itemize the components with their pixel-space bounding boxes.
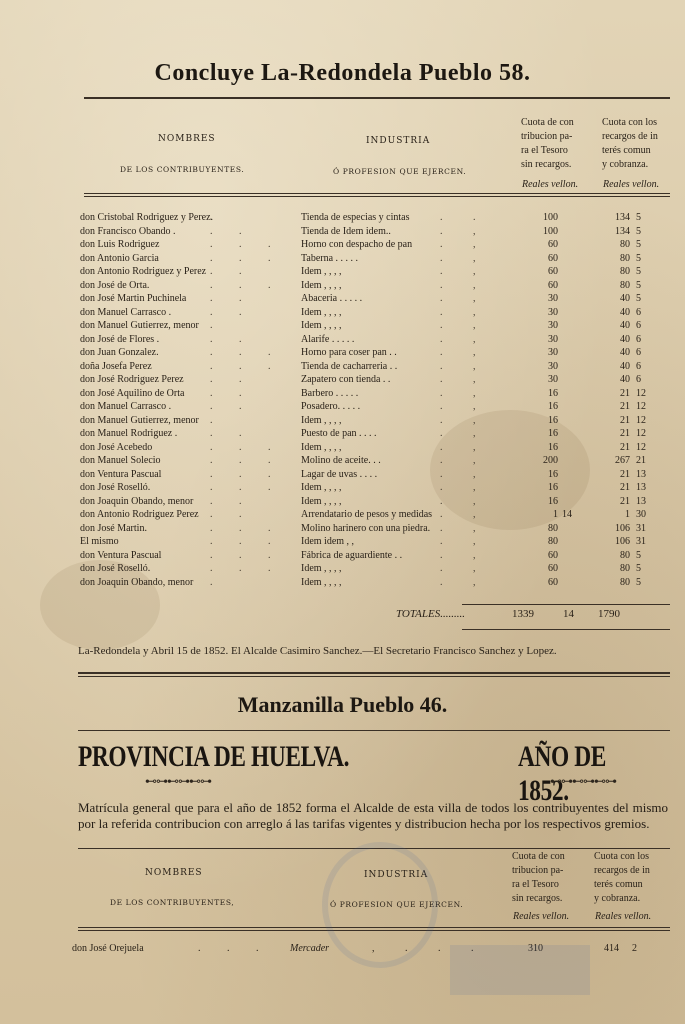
cuota-recargos: 134	[615, 212, 630, 223]
contributor-name: don Manuel Solecio	[80, 455, 161, 466]
cuota-recargos: 80	[620, 266, 630, 277]
table-row	[80, 361, 670, 375]
contributor-name: don José Roselló.	[80, 482, 151, 493]
industry: Horno para coser pan . .	[301, 347, 397, 358]
cuota-tesoro-fraction: 14	[562, 509, 572, 520]
contributor-name: don José Roselló.	[80, 563, 151, 574]
cuota-tesoro: 30	[548, 374, 558, 385]
industry: Tienda de Idem idem..	[301, 225, 391, 237]
cuota-tesoro: 80	[548, 522, 558, 534]
cuota-tesoro: 80	[548, 536, 558, 547]
cuota-recargos-fraction: 5	[636, 279, 641, 291]
leader-dots: . .	[210, 428, 254, 439]
leader-dots: .	[210, 576, 225, 588]
leader-dots: . . .	[210, 468, 283, 480]
matricula-paragraph: Matrícula general que para el año de 1852 forma el Alcalde de esta villa de todos los contribuyentes del mismo por la referida contribucion con arreglo á las tarifas vigentes y distribucion hecha por los respectivos gremios.	[78, 800, 668, 831]
leader-dots: . . .	[210, 482, 283, 493]
table-row	[80, 280, 670, 294]
leader-dots: . ,	[440, 495, 490, 507]
leader-dots: . . .	[210, 441, 283, 453]
industry: Mercader	[290, 943, 330, 954]
table-row	[80, 239, 670, 253]
leader-dots: . . .	[210, 239, 283, 250]
contributor-name: don Luis Rodriguez	[80, 239, 160, 250]
header-cuota-recargos-line: terés comun	[602, 145, 651, 156]
cuota-recargos: 40	[620, 320, 630, 331]
cuota-recargos-fraction: 6	[636, 320, 641, 331]
contributor-name: don Manuel Gutierrez, menor	[80, 414, 199, 426]
cuota-recargos: 40	[620, 360, 630, 372]
leader-dots: . ,	[440, 468, 490, 480]
industry: Idem , , , ,	[301, 320, 342, 331]
leader-dots: . . .	[210, 455, 283, 466]
industry: Tienda de cacharreria . .	[301, 360, 398, 372]
contributor-name: don Ventura Pascual	[80, 468, 162, 480]
contributor-name: don José Orejuela	[72, 943, 144, 954]
cuota-recargos-fraction: 13	[636, 468, 646, 480]
leader-dots: . ,	[440, 401, 490, 412]
totals-rule	[462, 629, 670, 630]
industry: Idem , , , ,	[301, 576, 342, 588]
contributor-name: don Ventura Pascual	[80, 549, 162, 561]
leader-dots: . ,	[440, 536, 490, 547]
leader-dots: . ,	[440, 360, 490, 372]
contributor-name: don Juan Gonzalez.	[80, 347, 159, 358]
table-row	[80, 212, 670, 226]
cuota-tesoro: 100	[543, 212, 558, 223]
cuota-recargos-fraction: 31	[636, 536, 646, 547]
leader-dots: . .	[210, 266, 254, 277]
cuota-recargos-fraction: 12	[636, 428, 646, 439]
table-row	[80, 536, 670, 550]
header-rule	[84, 196, 670, 197]
cuota-recargos-fraction: 5	[636, 252, 641, 264]
title-rule	[84, 97, 670, 99]
cuota-tesoro: 16	[548, 428, 558, 439]
cuota-tesoro: 60	[548, 576, 558, 588]
leader-dots: . .	[210, 225, 254, 237]
cuota-recargos: 21	[620, 387, 630, 399]
industry: Idem , , , ,	[301, 266, 342, 277]
leader-dots: .	[210, 320, 225, 331]
cuota-tesoro: 16	[548, 495, 558, 507]
cuota-tesoro: 16	[548, 401, 558, 412]
header-cuota-tesoro-line: ra el Tesoro	[512, 879, 559, 890]
header-cuota-recargos-line: Cuota con los	[602, 117, 657, 128]
section-title-rule	[78, 730, 670, 731]
header-industria-sub: Ó PROFESION QUE EJERCEN.	[333, 167, 467, 176]
header-cuota-recargos-line: terés comun	[594, 879, 643, 890]
ornament-icon: ⊷⊶⊷⊶⊷⊶	[145, 774, 211, 788]
cuota-tesoro: 60	[548, 239, 558, 250]
header-cuota-recargos-line: Cuota con los	[594, 851, 649, 862]
contributor-name: don José Martin.	[80, 522, 147, 534]
leader-dots: . .	[440, 212, 490, 223]
header-reales-2: Reales vellon.	[595, 911, 652, 922]
industry: Idem , , , ,	[301, 482, 342, 493]
industry: Idem idem , ,	[301, 536, 355, 547]
cuota-recargos-fraction: 31	[636, 522, 646, 534]
contributor-name: don José de Flores .	[80, 333, 160, 345]
cuota-recargos-fraction: 5	[636, 549, 641, 561]
cuota-recargos: 21	[620, 441, 630, 453]
contributor-name: don Joaquin Obando, menor	[80, 576, 194, 588]
header-cuota-recargos-line: recargos de in	[594, 865, 650, 876]
cuota-recargos-fraction: 5	[636, 225, 641, 237]
contributor-name: don Joaquin Obando, menor	[80, 495, 194, 507]
leader-dots: . ,	[440, 549, 490, 561]
cuota-recargos-fraction: 6	[636, 374, 641, 385]
contributor-name: don Manuel Carrasco .	[80, 306, 172, 318]
cuota-recargos-fraction: 6	[636, 347, 641, 358]
contributor-name: don Cristobal Rodriguez y Perez.	[80, 212, 214, 223]
leader-dots: . ,	[440, 482, 490, 493]
header-cuota-tesoro-line: sin recargos.	[521, 159, 572, 170]
header-cuota-tesoro	[521, 116, 599, 172]
header-rule	[84, 193, 670, 194]
header-nombres: NOMBRES	[158, 134, 216, 144]
signature-line: La-Redondela y Abril 15 de 1852. El Alcalde Casimiro Sanchez.—El Secretario Francisco Sanchez y Lopez.	[78, 645, 557, 657]
header-industria: INDUSTRIA	[366, 136, 431, 146]
industry: Idem , , , ,	[301, 563, 342, 574]
cuota-recargos: 21	[620, 428, 630, 439]
cuota-tesoro: 100	[543, 225, 558, 237]
contributor-name: don Manuel Carrasco .	[80, 401, 172, 412]
leader-dots: . . .	[210, 347, 283, 358]
industry: Posadero. . . . .	[301, 401, 361, 412]
industry: Taberna . . . . .	[301, 252, 359, 264]
total-recargos: 1790	[598, 608, 620, 620]
header-cuota-recargos-line: y cobranza.	[594, 893, 641, 904]
leader-dots: . .	[210, 333, 254, 345]
header-nombres: NOMBRES	[145, 868, 203, 878]
cuota-recargos: 80	[620, 279, 630, 291]
cuota-tesoro: 60	[548, 279, 558, 291]
leader-dots: . .	[210, 306, 254, 318]
cuota-recargos: 21	[620, 495, 630, 507]
cuota-recargos: 267	[615, 455, 630, 466]
cuota-tesoro: 1	[553, 509, 558, 520]
totals-label: TOTALES.........	[396, 608, 465, 620]
cuota-recargos-fraction: 6	[636, 360, 641, 372]
contributors-table	[80, 212, 670, 590]
cuota-tesoro: 30	[548, 306, 558, 318]
leader-dots: . ,	[440, 252, 490, 264]
leader-dots: . . .	[210, 549, 283, 561]
cuota-tesoro: 16	[548, 387, 558, 399]
table-row	[80, 388, 670, 402]
leader-dots: . . .	[210, 563, 283, 574]
leader-dots: . .	[210, 293, 254, 304]
industry: Lagar de uvas . . . .	[301, 468, 378, 480]
cuota-recargos-fraction: 12	[636, 441, 646, 453]
cuota-recargos-fraction: 5	[636, 293, 641, 304]
leader-dots: . ,	[440, 441, 490, 453]
cuota-recargos-fraction: 13	[636, 495, 646, 507]
cuota-recargos: 21	[620, 482, 630, 493]
leader-dots: . ,	[440, 347, 490, 358]
header-rule	[78, 927, 670, 928]
cuota-recargos: 40	[620, 374, 630, 385]
header-cuota-tesoro-line: Cuota de con	[512, 851, 565, 862]
contributor-name: don Manuel Gutierrez, menor	[80, 320, 199, 331]
table-row	[80, 401, 670, 415]
cuota-tesoro: 200	[543, 455, 558, 466]
industry: Abaceria . . . . .	[301, 293, 363, 304]
header-nombres-sub: DE LOS CONTRIBUYENTES.	[120, 165, 245, 174]
table-row	[80, 320, 670, 334]
cuota-recargos: 40	[620, 306, 630, 318]
industry: Molino harinero con una piedra.	[301, 522, 431, 534]
contributor-name: doña Josefa Perez	[80, 360, 152, 372]
cuota-recargos: 1	[625, 509, 630, 520]
header-rule	[78, 930, 670, 931]
table-row	[80, 253, 670, 267]
contributor-name: don José Rodriguez Perez	[80, 374, 184, 385]
header-industria-sub: Ó PROFESION QUE EJERCEN.	[330, 900, 464, 909]
table-row	[80, 469, 670, 483]
leader-dots: . ,	[440, 279, 490, 291]
cuota-recargos: 40	[620, 293, 630, 304]
cuota-recargos-fraction: 5	[636, 576, 641, 588]
header-cuota-tesoro	[512, 850, 592, 906]
cuota-recargos: 80	[620, 563, 630, 574]
header-cuota-recargos	[594, 850, 672, 906]
cuota-recargos: 106	[615, 536, 630, 547]
cuota-recargos-fraction: 12	[636, 414, 646, 426]
leader-dots: . ,	[440, 239, 490, 250]
cuota-recargos-fraction: 5	[636, 563, 641, 574]
industry: Idem , , , ,	[301, 441, 342, 453]
header-cuota-tesoro-line: tribucion pa-	[521, 131, 573, 142]
contributor-name: don Francisco Obando .	[80, 225, 176, 237]
cuota-recargos: 21	[620, 414, 630, 426]
cuota-recargos-fraction: 5	[636, 266, 641, 277]
cuota-tesoro: 60	[548, 252, 558, 264]
header-reales-1: Reales vellon.	[522, 179, 579, 190]
table-row	[80, 428, 670, 442]
leader-dots: . .	[210, 509, 254, 520]
cuota-tesoro: 30	[548, 360, 558, 372]
leader-dots: . ,	[440, 428, 490, 439]
header-cuota-tesoro-line: sin recargos.	[512, 893, 563, 904]
header-industria: INDUSTRIA	[364, 870, 429, 880]
header-cuota-tesoro-line: ra el Tesoro	[521, 145, 568, 156]
leader-dots: . ,	[440, 320, 490, 331]
industry: Idem , , , ,	[301, 306, 342, 318]
leader-dots: . . .	[210, 279, 283, 291]
cuota-tesoro: 16	[548, 414, 558, 426]
cuota-tesoro: 310	[528, 943, 543, 954]
table-row	[80, 509, 670, 523]
totals-rule	[462, 604, 670, 605]
header-nombres-sub: DE LOS CONTRIBUYENTES,	[110, 898, 235, 907]
cuota-recargos-fraction: 5	[636, 239, 641, 250]
section-rule	[78, 676, 670, 677]
header-cuota-tesoro-line: Cuota de con	[521, 117, 574, 128]
total-tesoro-fraction: 14	[563, 608, 574, 620]
industry: Idem , , , ,	[301, 414, 342, 426]
table-row	[80, 334, 670, 348]
cuota-tesoro: 16	[548, 441, 558, 453]
table-row	[80, 482, 670, 496]
cuota-recargos: 21	[620, 401, 630, 412]
cuota-tesoro: 16	[548, 468, 558, 480]
header-reales-1: Reales vellon.	[513, 911, 570, 922]
contributor-name: don José Acebedo	[80, 441, 153, 453]
leader-dots: . ,	[440, 576, 490, 588]
leader-dots: . . .	[210, 522, 283, 534]
leader-dots: . . .	[210, 360, 283, 372]
ornament-icon: ⊷⊶⊷⊶⊷⊶	[550, 774, 616, 788]
cuota-recargos-fraction: 13	[636, 482, 646, 493]
cuota-tesoro: 60	[548, 549, 558, 561]
table-row	[80, 266, 670, 280]
industry: Horno con despacho de pan	[301, 239, 413, 250]
header-cuota-recargos	[602, 116, 674, 172]
leader-dots: . . .	[210, 536, 283, 547]
contributor-name: don José de Orta.	[80, 279, 150, 291]
leader-dots: . .	[210, 495, 254, 507]
leader-dots: . . .	[198, 943, 271, 954]
table-row	[80, 226, 670, 240]
cuota-tesoro: 30	[548, 320, 558, 331]
contributor-name: don José Aquilino de Orta	[80, 387, 185, 399]
leader-dots: . .	[210, 374, 254, 385]
cuota-tesoro: 60	[548, 563, 558, 574]
cuota-tesoro: 16	[548, 482, 558, 493]
contributor-name: don Antonio Rodriguez Perez	[80, 509, 199, 520]
leader-dots: . .	[210, 387, 254, 399]
section-rule	[78, 672, 670, 674]
industry: Barbero . . . . .	[301, 387, 359, 399]
cuota-recargos-fraction: 12	[636, 387, 646, 399]
header-cuota-recargos-line: y cobranza.	[602, 159, 649, 170]
leader-dots: , . . .	[372, 943, 488, 954]
cuota-recargos-fraction: 21	[636, 455, 646, 466]
industry: Puesto de pan . . . .	[301, 428, 377, 439]
cuota-recargos: 40	[620, 347, 630, 358]
cuota-recargos-fraction: 6	[636, 306, 641, 318]
leader-dots: . ,	[440, 266, 490, 277]
industry: Fábrica de aguardiente . .	[301, 549, 403, 561]
contributor-name: don Antonio Garcia	[80, 252, 159, 264]
cuota-recargos: 134	[615, 225, 630, 237]
cuota-recargos: 21	[620, 468, 630, 480]
industry: Zapatero con tienda . .	[301, 374, 391, 385]
leader-dots: . . .	[210, 252, 283, 264]
cuota-tesoro: 30	[548, 333, 558, 345]
header-rule	[78, 848, 670, 849]
leader-dots: . ,	[440, 306, 490, 318]
table-row	[80, 455, 670, 469]
cuota-recargos-fraction: 6	[636, 333, 641, 345]
contributor-name: don Antonio Rodriguez y Perez	[80, 266, 207, 277]
page-title: Concluye La-Redondela Pueblo 58.	[154, 60, 531, 86]
leader-dots: . ,	[440, 374, 490, 385]
leader-dots: . .	[210, 401, 254, 412]
cuota-recargos: 40	[620, 333, 630, 345]
table-row	[80, 293, 670, 307]
leader-dots: . ,	[440, 414, 490, 426]
cuota-recargos-fraction: 5	[636, 212, 641, 223]
cuota-recargos: 80	[620, 252, 630, 264]
cuota-recargos: 106	[615, 522, 630, 534]
contributor-name: don Manuel Rodriguez .	[80, 428, 178, 439]
table-row	[80, 577, 670, 591]
industry: Idem , , , ,	[301, 279, 342, 291]
contributor-name: El mismo	[80, 536, 119, 547]
cuota-recargos-fraction: 2	[632, 943, 637, 954]
table-row	[80, 374, 670, 388]
cuota-tesoro: 30	[548, 347, 558, 358]
section-title: Manzanilla Pueblo 46.	[237, 692, 448, 717]
leader-dots: . ,	[440, 455, 490, 466]
header-cuota-recargos-line: recargos de in	[602, 131, 658, 142]
leader-dots: . ,	[440, 387, 490, 399]
table-row	[80, 347, 670, 361]
table-row	[80, 550, 670, 564]
cuota-tesoro: 30	[548, 293, 558, 304]
industry: Idem , , , ,	[301, 495, 342, 507]
table-row	[80, 307, 670, 321]
cuota-tesoro: 60	[548, 266, 558, 277]
header-reales-2: Reales vellon.	[603, 179, 660, 190]
table-row	[80, 496, 670, 510]
total-tesoro: 1339	[512, 608, 534, 620]
contributor-name: don José Martin Puchinela	[80, 293, 187, 304]
leader-dots: . ,	[440, 563, 490, 574]
industry: Tienda de especias y cintas	[301, 212, 410, 223]
leader-dots: . ,	[440, 293, 490, 304]
provincia-heading: PROVINCIA DE HUELVA.	[78, 740, 350, 773]
header-cuota-tesoro-line: tribucion pa-	[512, 865, 564, 876]
leader-dots: . ,	[440, 522, 490, 534]
cuota-recargos: 80	[620, 239, 630, 250]
cuota-recargos-fraction: 30	[636, 509, 646, 520]
cuota-recargos: 414	[604, 943, 619, 954]
leader-dots: . ,	[440, 509, 490, 520]
leader-dots: . ,	[440, 225, 490, 237]
cuota-recargos: 80	[620, 549, 630, 561]
table-row	[80, 415, 670, 429]
table-row	[80, 563, 670, 577]
industry: Alarife . . . . .	[301, 333, 355, 345]
table-row	[80, 442, 670, 456]
leader-dots: .	[210, 414, 225, 426]
cuota-recargos: 80	[620, 576, 630, 588]
anio-heading: AÑO DE 1852.	[518, 740, 607, 807]
table-row	[80, 523, 670, 537]
leader-dots: .	[210, 212, 225, 223]
leader-dots: . ,	[440, 333, 490, 345]
industry: Arrendatario de pesos y medidas	[301, 509, 433, 520]
cuota-recargos-fraction: 12	[636, 401, 646, 412]
industry: Molino de aceite. . .	[301, 455, 381, 466]
table-row	[72, 943, 672, 957]
